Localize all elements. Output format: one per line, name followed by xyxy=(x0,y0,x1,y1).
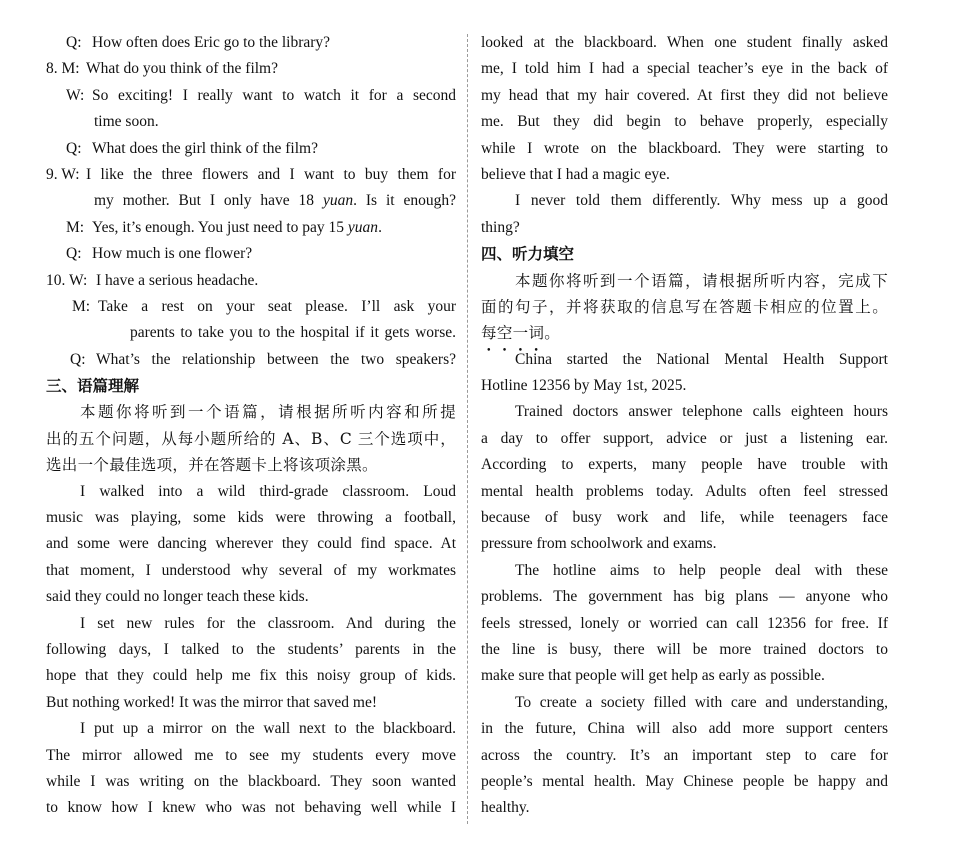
emphasized-char: 一 xyxy=(512,324,529,343)
dialog-text: I like the three flowers and I want to buy them for xyxy=(86,165,456,183)
paragraph xyxy=(46,479,456,611)
paragraph-line: while I wrote on the blackboard. They were starting to xyxy=(481,139,888,157)
section3-heading: 三、语篇理解 xyxy=(46,377,140,396)
passage-continuation xyxy=(481,30,888,241)
dialog-line xyxy=(46,30,456,56)
paragraph-line: make sure that people will get help as early as possible. xyxy=(481,667,825,685)
dialog-text: I have a serious headache. xyxy=(96,271,259,289)
dialog-line xyxy=(46,294,456,320)
dialog-text: How often does Eric go to the library? xyxy=(92,34,331,51)
paragraph-line: because of busy work and life, while teenagers face xyxy=(481,509,888,527)
paragraph-line: in the future, China will also add more support centers xyxy=(481,720,888,738)
dialog-line xyxy=(46,162,456,188)
paragraph-line: pressure from schoolwork and exams. xyxy=(481,535,717,553)
paragraph-line: across the country. It’s an important step to care for xyxy=(481,746,888,764)
paragraph-line: I walked into a wild third-grade classroom. Loud xyxy=(80,482,456,500)
dialog-text: So exciting! I really want to watch it for a second xyxy=(92,86,456,104)
section4-instructions xyxy=(481,268,888,321)
dialog-line xyxy=(46,268,456,294)
paragraph xyxy=(481,558,888,690)
paragraph-line: hope that they could help me fix this noisy group of kids. xyxy=(46,667,456,685)
paragraph-line: a day to offer support, advice or just a listening ear. xyxy=(481,429,888,447)
dialog-text: How much is one flower? xyxy=(92,245,253,263)
paragraph-line: To create a society filled with care and understanding, xyxy=(515,693,888,711)
paragraph-line: while I was writing on the blackboard. They soon wanted xyxy=(46,772,456,790)
speaker-tag: 8. M: xyxy=(46,60,80,78)
paragraph-line: The mirror allowed me to see my students every move xyxy=(46,746,456,764)
instruction-line: 选出一个最佳选项，并在答题卡上将该项涂黑。 xyxy=(46,456,378,475)
paragraph-line: my head that my hair covered. At first they did not believe xyxy=(481,86,888,104)
dialog-text: What do you think of the film? xyxy=(86,60,278,78)
paragraph xyxy=(46,611,456,717)
dialog-text: Take a rest on your seat please. I’ll ask your xyxy=(98,297,456,315)
dialog-line xyxy=(46,320,456,346)
paragraph-line: Hotline 12356 by May 1st, 2025. xyxy=(481,377,687,395)
speaker-tag: Q: xyxy=(66,245,82,263)
dialog-lines xyxy=(46,30,456,373)
speaker-tag: M: xyxy=(66,218,85,236)
paragraph-line: problems. The government has big plans — anyone who xyxy=(481,588,888,606)
paragraph-line: believe that I had a magic eye. xyxy=(481,165,670,183)
paragraph-line: music was playing, some kids were throwing a football, xyxy=(46,509,456,527)
paragraph-line: people’s mental health. May Chinese people be happy and xyxy=(481,772,888,790)
paragraph-line: following days, I talked to the students’ parents in the xyxy=(46,640,456,658)
dialog-text xyxy=(94,188,456,214)
section4-emphasis-line xyxy=(481,320,888,346)
paragraph-line: and some were dancing wherever they could find space. At xyxy=(46,535,456,553)
dialog-text xyxy=(92,215,456,241)
paragraph xyxy=(481,30,888,188)
paragraph-line: the line is busy, there will be more trained doctors to xyxy=(481,640,888,658)
dialog-text: What does the girl think of the film? xyxy=(92,139,318,157)
emphasized-char: 空 xyxy=(496,324,513,343)
paragraph xyxy=(46,716,456,822)
paragraph-line: feels stressed, lonely or worried can call 12356 for free. If xyxy=(481,614,888,632)
dialog-line xyxy=(46,109,456,135)
dialog-line xyxy=(46,188,456,214)
instruction-line: 本题你将听到一个语篇，请根据所听内容，完成下 xyxy=(515,271,888,290)
speaker-tag: 10. W: xyxy=(46,271,88,289)
right-passage xyxy=(481,347,888,822)
currency-word: yuan xyxy=(347,218,379,236)
paragraph xyxy=(481,399,888,557)
section4-emphasis-end: 。 xyxy=(544,324,561,343)
column-divider xyxy=(467,34,468,824)
speaker-tag: Q: xyxy=(66,34,82,51)
paragraph xyxy=(481,188,888,241)
paragraph-line: mental health problems today. Adults often feel stressed xyxy=(481,482,888,500)
paragraph-line: thing? xyxy=(481,218,520,236)
left-passage xyxy=(46,479,456,822)
dialog-line xyxy=(46,136,456,162)
paragraph-line: me. But they did begin to behave properly, especially xyxy=(481,113,888,131)
dialog-text-part: my mother. But I only have 18 xyxy=(94,192,323,210)
paragraph-line: me, I told him I had a special teacher’s eye in the back of xyxy=(481,60,888,78)
speaker-tag: W: xyxy=(66,86,85,104)
dialog-line xyxy=(46,347,456,373)
dialog-line xyxy=(46,215,456,241)
speaker-tag: Q: xyxy=(66,139,82,157)
paragraph-line: The hotline aims to help people deal with these xyxy=(515,561,888,579)
currency-word: yuan xyxy=(322,192,354,210)
emphasized-char: 每 xyxy=(481,324,497,343)
section4-heading: 四、听力填空 xyxy=(481,245,575,264)
paragraph-line: I put up a mirror on the wall next to the blackboard. xyxy=(80,720,456,738)
paragraph-line: Trained doctors answer telephone calls eighteen hours xyxy=(515,403,888,421)
speaker-tag: 9. W: xyxy=(46,165,80,183)
paragraph xyxy=(481,690,888,822)
dialog-text-part: . xyxy=(378,218,382,236)
paragraph-line: said they could no longer teach these kids. xyxy=(46,588,309,606)
paragraph-line: China started the National Mental Health Support xyxy=(515,350,888,368)
paragraph-line: According to experts, many people have trouble with xyxy=(481,456,888,474)
section3-instructions xyxy=(46,399,456,478)
dialog-line xyxy=(46,83,456,109)
dialog-text-part: Yes, it’s enough. You just need to pay 15 xyxy=(92,218,348,236)
right-column xyxy=(481,30,888,822)
dialog-text: What’s the relationship between the two speakers? xyxy=(96,350,456,368)
instruction-line: 出的五个问题，从每小题所给的 A、B、C 三个选项中， xyxy=(46,429,456,448)
instruction-line: 本题你将听到一个语篇，请根据所听内容和所提 xyxy=(80,403,456,422)
paragraph-line: I never told them differently. Why mess up a good xyxy=(515,192,888,210)
speaker-tag: M: xyxy=(72,297,91,315)
paragraph-line: healthy. xyxy=(481,799,530,817)
dialog-line xyxy=(46,56,456,82)
section4-emphasis xyxy=(481,324,544,342)
paragraph-line: to know how I knew who was not behaving well while I xyxy=(46,799,456,817)
paragraph-line: looked at the blackboard. When one student finally asked xyxy=(481,34,888,51)
paragraph-line: that moment, I understood why several of my workmates xyxy=(46,561,456,579)
left-column xyxy=(46,30,456,822)
emphasized-char: 词 xyxy=(528,324,545,343)
paragraph-line: But nothing worked! It was the mirror that saved me! xyxy=(46,693,378,711)
dialog-text-part: . Is it enough? xyxy=(353,192,456,210)
instruction-line: 面的句子，并将获取的信息写在答题卡相应的位置上。 xyxy=(481,297,888,316)
paragraph xyxy=(481,347,888,400)
speaker-tag: Q: xyxy=(70,350,86,368)
dialog-line xyxy=(46,241,456,267)
paragraph-line: I set new rules for the classroom. And during the xyxy=(80,614,456,632)
dialog-text: time soon. xyxy=(94,113,159,131)
dialog-text: parents to take you to the hospital if it gets worse. xyxy=(130,324,456,342)
